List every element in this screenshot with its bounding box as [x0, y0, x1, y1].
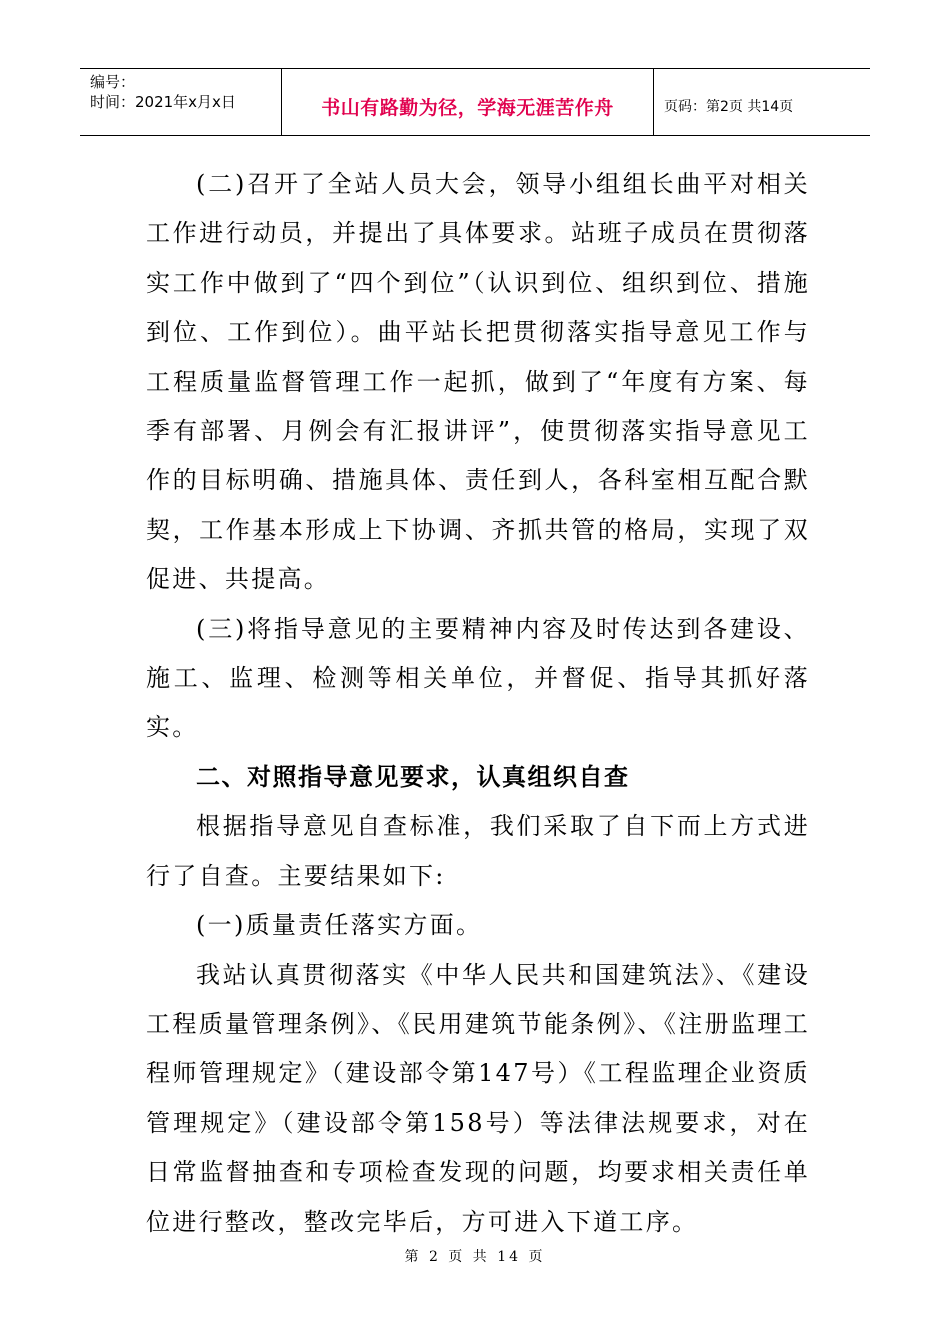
header-meta: [80, 69, 282, 135]
document-number-label: 编号：: [90, 73, 136, 91]
paragraph: 根据指导意见自查标准，我们采取了自下而上方式进行了自查。主要结果如下:: [146, 812, 810, 890]
header-motto: 书山有路勤为径，学海无涯苦作舟: [321, 96, 614, 119]
page-footer: 第 2 页 共 14 页: [404, 1249, 546, 1265]
paragraph: (一)质量责任落实方面。: [196, 911, 483, 940]
paragraph: (三)将指导意见的主要精神内容及时传达到各建设、施工、监理、检测等相关单位，并督促、指导其抓好落实。: [146, 614, 810, 742]
paragraph: 我站认真贯彻落实《中华人民共和国建筑法》、《建设工程质量管理条例》、《民用建筑节能条例》、《注册监理工程师管理规定》（建设部令第147号）《工程监理企业资质管理规定》（建设部令第158号）等法律法规要求，对在日常监督抽查和专项检查发现的问题，均要求相关责任单位进行整改，整改完毕后，方可进入下道工序。: [146, 960, 810, 1236]
page-header: [80, 68, 870, 136]
header-motto-cell: [282, 69, 654, 135]
header-page-info-cell: [654, 69, 870, 135]
paragraph: (二)召开了全站人员大会，领导小组组长曲平对相关工作进行动员，并提出了具体要求。站班子成员在贯彻落实工作中做到了“四个到位”（认识到位、组织到位、措施到位、工作到位）。曲平站长把贯彻落实指导意见工作与工程质量监督管理工作一起抓，做到了“年度有方案、每季有部署、月例会有汇报讲评”，使贯彻落实指导意见工作的目标明确、措施具体、责任到人，各科室相互配合默契，工作基本形成上下协调、齐抓共管的格局，实现了双促进、共提高。: [146, 170, 810, 594]
section-heading: 二、对照指导意见要求，认真组织自查: [196, 762, 630, 791]
header-page-info: 页码：第2页 共14页: [664, 99, 794, 115]
document-time-label: 时间：2021年x月x日: [90, 93, 236, 111]
document-body: [146, 160, 810, 1247]
